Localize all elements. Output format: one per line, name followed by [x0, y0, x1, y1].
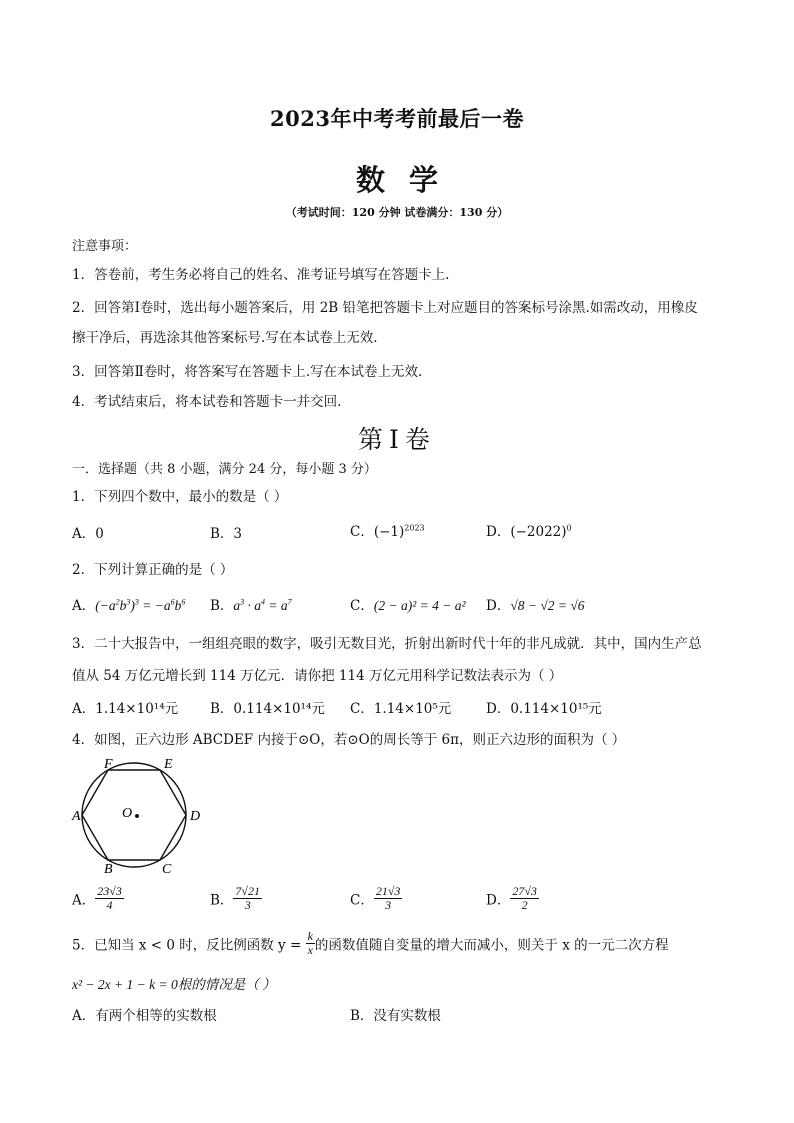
q4-option-c — [350, 885, 402, 912]
q3-stem-line2: 值从 54 万亿元增长到 114 万亿元．请你把 114 万亿元用科学记数法表示为（ ） — [72, 668, 563, 684]
numerator: 7√21 — [235, 884, 261, 898]
q1-option-b: B．3 — [210, 526, 243, 542]
q3-option-c: C．1.14×10⁵元 — [350, 701, 452, 717]
math-expr: √8 − √2 = √6 — [510, 598, 585, 613]
exponent: 2023 — [404, 523, 425, 533]
option-label: C． — [350, 598, 374, 614]
subject-title: 数学 — [355, 163, 462, 197]
fraction — [95, 885, 124, 912]
vertex-label-c: C — [162, 862, 172, 877]
notes-heading: 注意事项： — [72, 239, 138, 254]
q5-option-b: B．没有实数根 — [350, 1008, 441, 1024]
q4-stem: 4．如图，正六边形 ABCDEF 内接于⊙O，若⊙O的周长等于 6π，则正六边形的面积为（ ） — [72, 732, 626, 748]
option-label: D． — [486, 524, 511, 540]
q5-option-a: A．有两个相等的实数根 — [72, 1008, 217, 1024]
q1-option-c — [350, 520, 425, 540]
numerator: 23√3 — [97, 884, 122, 898]
section-heading: 一．选择题（共 8 小题，满分 24 分，每小题 3 分） — [72, 462, 377, 477]
q5-stem-post: 的函数值随自变量的增大而减小，则关于 x 的一元二次方程 — [314, 937, 669, 954]
option-label: C． — [350, 524, 374, 540]
q4-option-a — [72, 885, 124, 912]
denominator: 3 — [385, 898, 392, 912]
note-item: 擦干净后，再选涂其他答案标号.写在本试卷上无效. — [72, 330, 378, 346]
option-label: B． — [210, 892, 234, 909]
numerator: 27√3 — [512, 884, 537, 898]
q4-option-d — [486, 885, 539, 912]
exponent: 0 — [566, 523, 572, 533]
q5-stem-pre: 5．已知当 x < 0 时，反比例函数 y = — [72, 937, 306, 954]
denominator: 2 — [521, 898, 528, 912]
q2-option-b — [210, 594, 292, 614]
option-label: A． — [72, 598, 96, 614]
q2-stem: 2．下列计算正确的是（ ） — [72, 562, 234, 578]
numerator: k — [307, 929, 313, 943]
center-point — [135, 814, 139, 818]
math-expr: (2 − a)² = 4 − a² — [373, 598, 466, 613]
fraction — [510, 885, 539, 912]
hexagon-figure — [70, 755, 210, 880]
exam-title: 2023年中考考前最后一卷 — [270, 106, 524, 131]
q2-option-a — [72, 594, 185, 614]
regular-hexagon — [82, 770, 186, 860]
math-expr: $(-a^2b^3)^3 = -a^6b^6$ — [95, 597, 186, 613]
q1-option-a: A．0 — [72, 526, 104, 542]
numerator: 21√3 — [375, 884, 401, 898]
q1-stem: 1．下列四个数中，最小的数是（ ） — [72, 489, 288, 505]
math-expr: (−1) — [373, 524, 405, 540]
note-item: 1．答卷前，考生务必将自己的姓名、准考证号填写在答题卡上. — [72, 267, 450, 283]
q4-option-b — [210, 885, 262, 912]
q2-option-c — [350, 594, 466, 614]
option-label: B． — [210, 598, 234, 614]
math-expr: (−2022) — [510, 524, 567, 540]
denominator: 4 — [106, 898, 113, 912]
fraction — [233, 885, 262, 912]
circle-o — [82, 763, 186, 867]
fraction — [374, 885, 403, 912]
q3-option-a: A．1.14×10¹⁴元 — [72, 701, 179, 717]
denominator: x — [307, 943, 313, 957]
q5-stem — [72, 930, 669, 957]
option-label: D． — [486, 598, 511, 614]
note-item: 4．考试结束后，将本试卷和答题卡一并交回. — [72, 394, 342, 410]
math-expr: $a^3 \cdot a^4 = a^7$ — [233, 597, 292, 613]
option-label: A． — [72, 892, 96, 909]
option-label: C． — [350, 892, 374, 909]
exam-meta: （考试时间：120 分钟 试卷满分：130 分） — [285, 206, 509, 219]
q1-option-d — [486, 520, 572, 540]
denominator: 3 — [244, 898, 251, 912]
center-label-o: O — [122, 806, 133, 821]
vertex-label-d: D — [190, 809, 201, 824]
q2-option-d — [486, 594, 585, 614]
vertex-label-b: B — [104, 862, 113, 877]
vertex-label-f: F — [104, 757, 113, 772]
volume-title: 第Ⅰ卷 — [358, 425, 436, 454]
q3-option-d: D．0.114×10¹⁵元 — [486, 701, 602, 717]
q3-option-b: B．0.114×10¹⁴元 — [210, 701, 325, 717]
vertex-label-e: E — [164, 757, 173, 772]
q5-stem-line2: x² − 2x + 1 − k = 0根的情况是（ ） — [72, 977, 276, 992]
option-label: D． — [486, 892, 511, 909]
note-item: 3．回答第Ⅱ卷时，将答案写在答题卡上.写在本试卷上无效. — [72, 364, 423, 380]
fraction — [306, 930, 315, 957]
vertex-label-a: A — [72, 809, 81, 824]
q3-stem-line1: 3．二十大报告中，一组组亮眼的数字，吸引无数目光，折射出新时代十年的非凡成就．其中，国内生产总 — [72, 636, 702, 652]
note-item: 2．回答第Ⅰ卷时，选出每小题答案后，用 2B 铅笔把答题卡上对应题目的答案标号涂黑.如需改动，用橡皮 — [72, 300, 698, 316]
